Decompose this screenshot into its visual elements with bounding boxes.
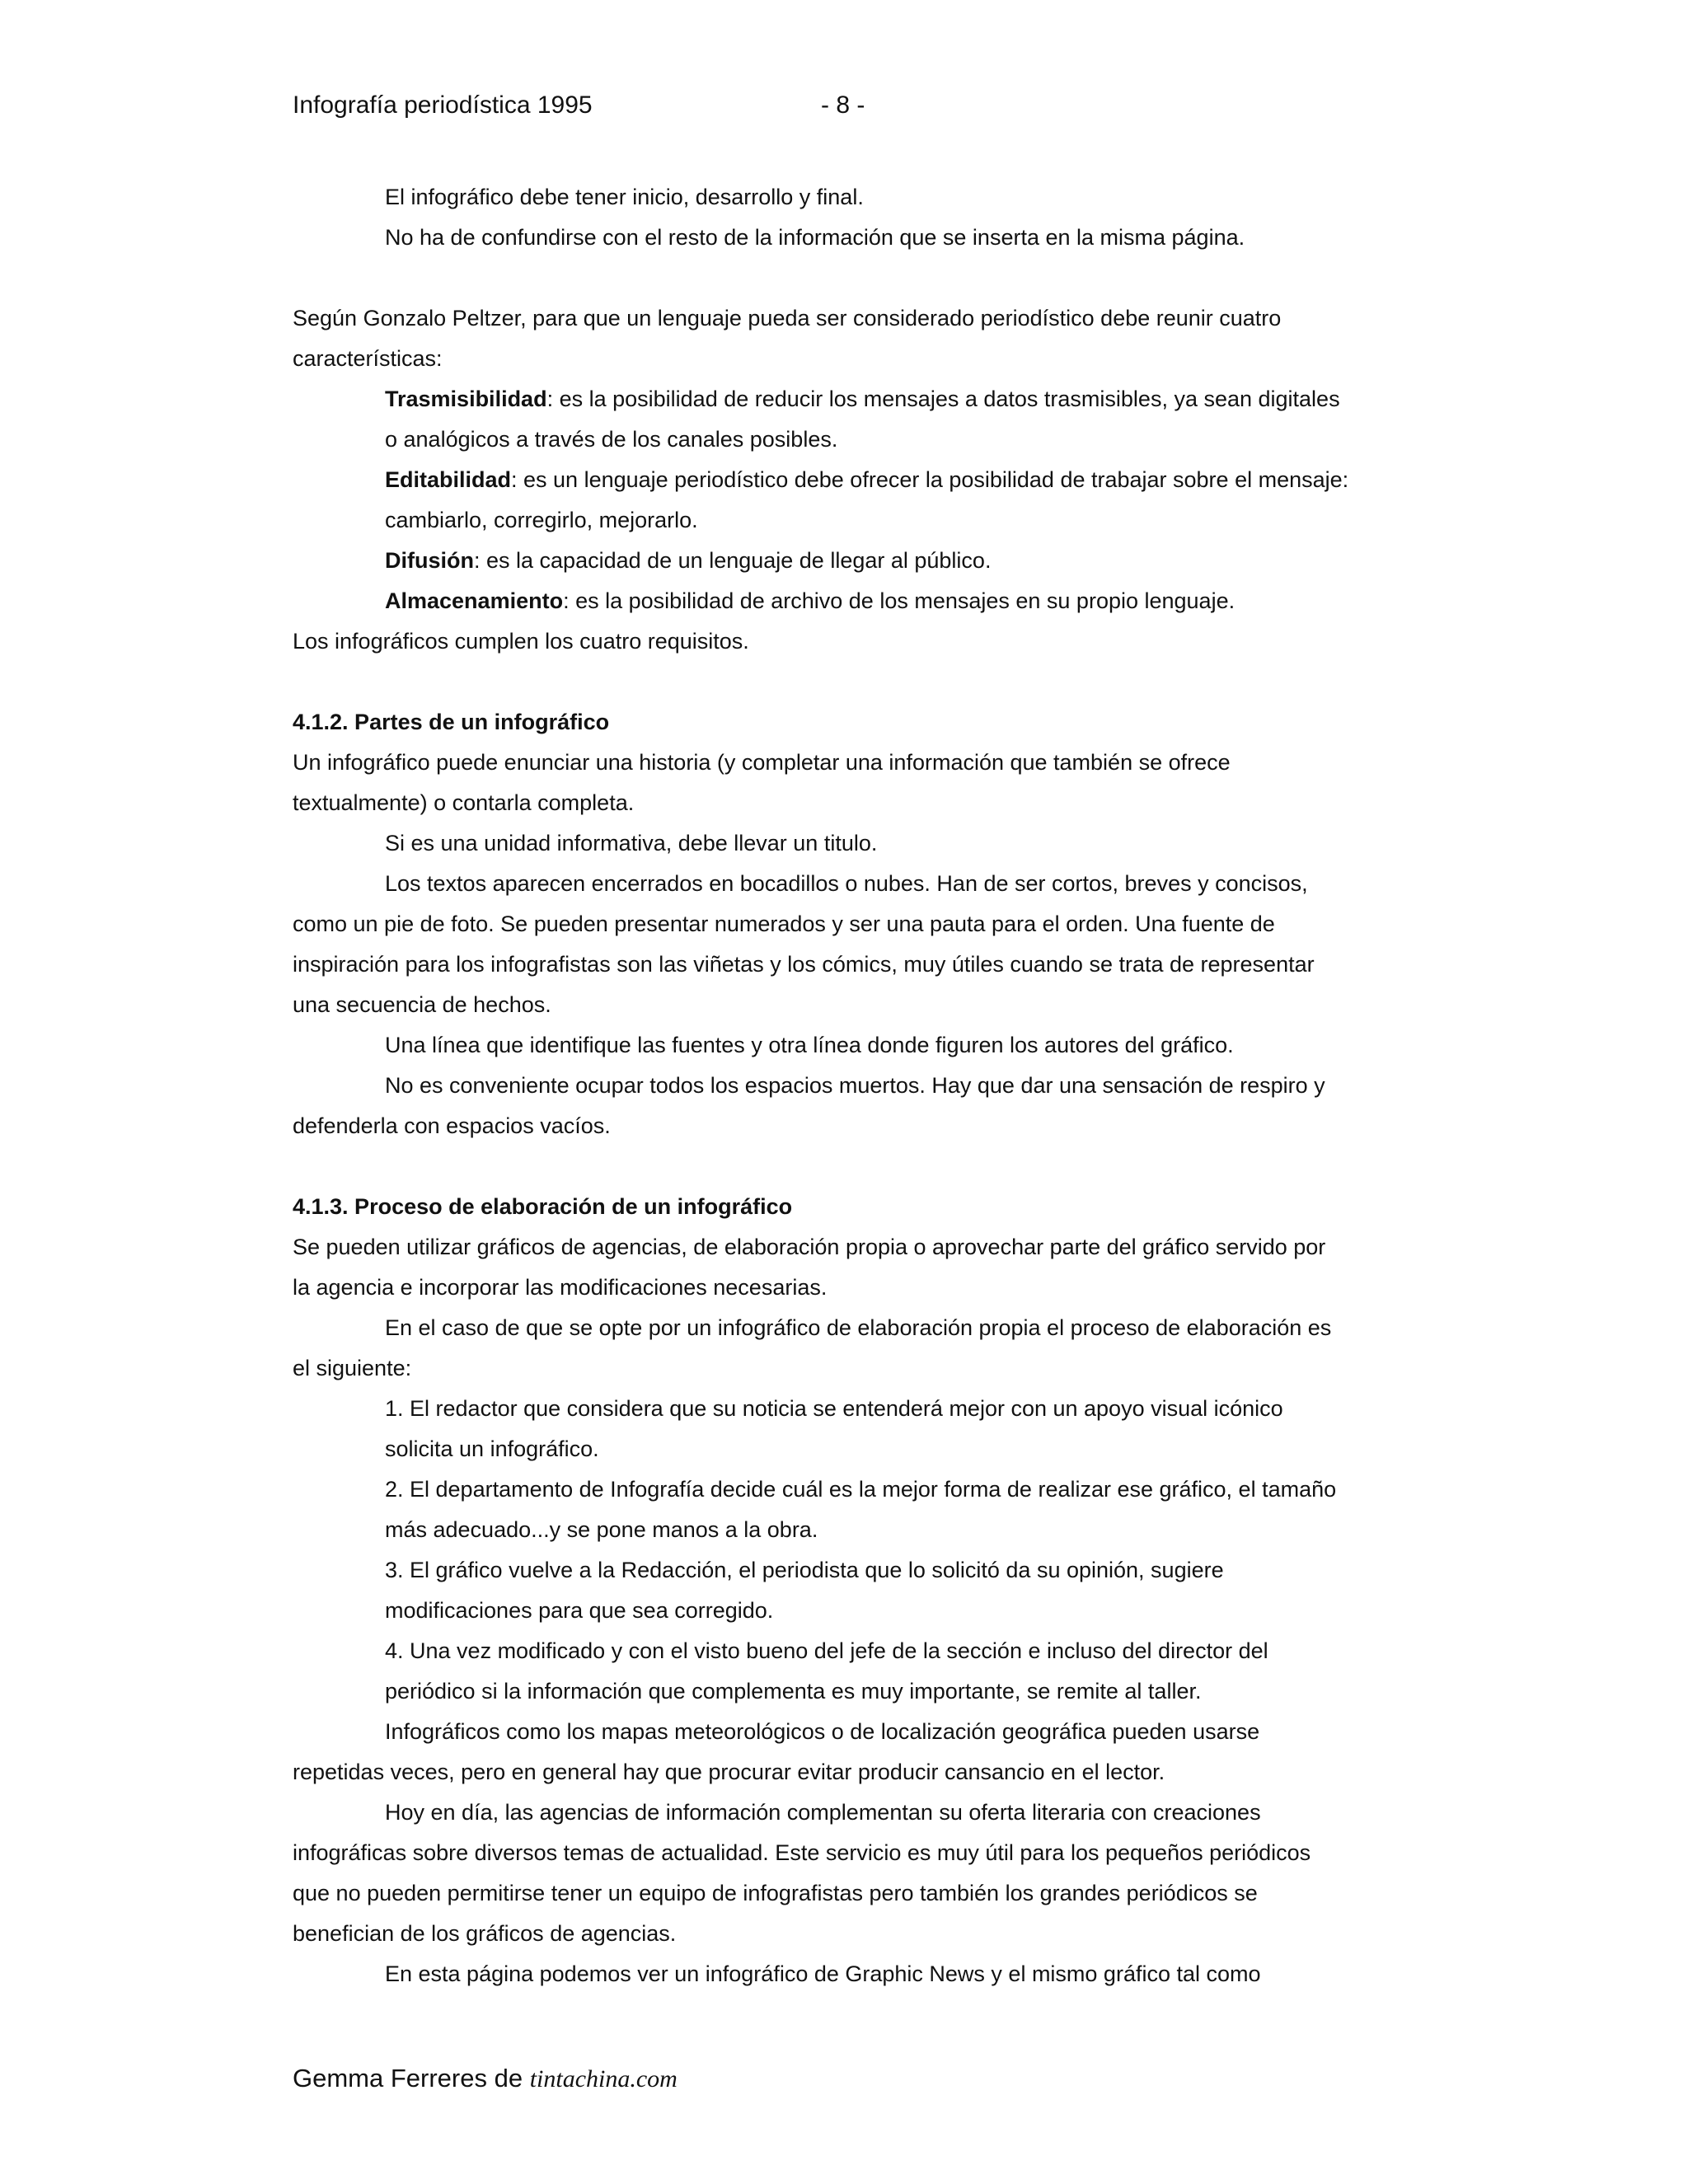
paragraph-line: Los infográficos cumplen los cuatro requisitos. bbox=[293, 629, 749, 654]
paragraph-line: como un pie de foto. Se pueden presentar numerados y ser una pauta para el orden. Una fuente de bbox=[293, 912, 1275, 936]
term-label: Trasmisibilidad bbox=[385, 387, 547, 411]
footer-author: Gemma Ferreres de bbox=[293, 2064, 530, 2093]
paragraph-line: En el caso de que se opte por un infográfico de elaboración propia el proceso de elaboración es bbox=[385, 1315, 1332, 1340]
term-label: Editabilidad bbox=[385, 467, 512, 492]
term-definition: : es un lenguaje periodístico debe ofrecer la posibilidad de trabajar sobre el mensaje: bbox=[511, 467, 1349, 492]
term-label: Difusión bbox=[385, 548, 474, 573]
document-body bbox=[293, 177, 1414, 1994]
paragraph-line: o analógicos a través de los canales posibles. bbox=[385, 427, 838, 452]
running-header-title: Infografía periodística 1995 bbox=[293, 91, 593, 119]
paragraph-line: benefician de los gráficos de agencias. bbox=[293, 1921, 677, 1946]
paragraph-line: Una línea que identifique las fuentes y otra línea donde figuren los autores del gráfico. bbox=[385, 1033, 1234, 1057]
term-definition: : es la posibilidad de archivo de los mensajes en su propio lenguaje. bbox=[563, 588, 1236, 613]
spacer bbox=[293, 258, 1414, 298]
list-item-continuation: periódico si la información que complementa es muy importante, se remite al taller. bbox=[385, 1679, 1202, 1704]
paragraph-line: El infográfico debe tener inicio, desarrollo y final. bbox=[385, 185, 864, 209]
paragraph-line: inspiración para los infografistas son las viñetas y los cómics, muy útiles cuando se trata de representar bbox=[293, 952, 1315, 977]
page-footer bbox=[293, 2062, 678, 2096]
section-heading-proceso: 4.1.3. Proceso de elaboración de un infográfico bbox=[293, 1194, 793, 1219]
definition-difusion bbox=[293, 541, 1414, 581]
paragraph-line: Según Gonzalo Peltzer, para que un lenguaje pueda ser considerado periodístico debe reunir cuatro bbox=[293, 306, 1282, 330]
paragraph-line: el siguiente: bbox=[293, 1356, 412, 1380]
paragraph-line: textualmente) o contarla completa. bbox=[293, 790, 635, 815]
list-item: 1. El redactor que considera que su noticia se entenderá mejor con un apoyo visual icónico bbox=[385, 1396, 1283, 1421]
paragraph-line: Infográficos como los mapas meteorológicos o de localización geográfica pueden usarse bbox=[385, 1719, 1260, 1744]
paragraph-line: Un infográfico puede enunciar una historia (y completar una información que también se ofrece bbox=[293, 750, 1231, 775]
paragraph-line: una secuencia de hechos. bbox=[293, 992, 551, 1017]
footer-site-link: tintachina.com bbox=[529, 2065, 678, 2093]
paragraph-line: cambiarlo, corregirlo, mejorarlo. bbox=[385, 508, 698, 532]
paragraph-line: defenderla con espacios vacíos. bbox=[293, 1113, 611, 1138]
term-label: Almacenamiento bbox=[385, 588, 564, 613]
paragraph-line: Los textos aparecen encerrados en bocadillos o nubes. Han de ser cortos, breves y concisos, bbox=[385, 871, 1308, 896]
paragraph-line: infográficas sobre diversos temas de actualidad. Este servicio es muy útil para los pequeños periódicos bbox=[293, 1840, 1311, 1865]
paragraph-line: No es conveniente ocupar todos los espacios muertos. Hay que dar una sensación de respiro y bbox=[385, 1073, 1325, 1098]
definition-almacenamiento bbox=[293, 581, 1414, 621]
term-definition: : es la capacidad de un lenguaje de llegar al público. bbox=[474, 548, 992, 573]
definition-trasmisibilidad bbox=[293, 379, 1414, 419]
page-number: - 8 - bbox=[821, 91, 865, 119]
paragraph-line: la agencia e incorporar las modificaciones necesarias. bbox=[293, 1275, 828, 1300]
paragraph-line: Se pueden utilizar gráficos de agencias, de elaboración propia o aprovechar parte del gráfico servido por bbox=[293, 1235, 1326, 1259]
list-item: 3. El gráfico vuelve a la Redacción, el periodista que lo solicitó da su opinión, sugiere bbox=[385, 1558, 1224, 1582]
paragraph-line: No ha de confundirse con el resto de la información que se inserta en la misma página. bbox=[385, 225, 1245, 250]
spacer bbox=[293, 1146, 1414, 1187]
term-definition: : es la posibilidad de reducir los mensajes a datos trasmisibles, ya sean digitales bbox=[546, 387, 1340, 411]
list-item-continuation: más adecuado...y se pone manos a la obra. bbox=[385, 1517, 818, 1542]
paragraph-line: Hoy en día, las agencias de información complementan su oferta literaria con creaciones bbox=[385, 1800, 1261, 1825]
paragraph-line: En esta página podemos ver un infográfico de Graphic News y el mismo gráfico tal como bbox=[385, 1961, 1261, 1986]
paragraph-line: repetidas veces, pero en general hay que procurar evitar producir cansancio en el lector. bbox=[293, 1760, 1165, 1784]
list-item-continuation: modificaciones para que sea corregido. bbox=[385, 1598, 774, 1623]
paragraph-line: que no pueden permitirse tener un equipo de infografistas pero también los grandes periódicos se bbox=[293, 1881, 1258, 1905]
paragraph-line: Si es una unidad informativa, debe llevar un titulo. bbox=[385, 831, 878, 855]
section-heading-partes: 4.1.2. Partes de un infográfico bbox=[293, 710, 610, 734]
list-item-continuation: solicita un infográfico. bbox=[385, 1436, 599, 1461]
spacer bbox=[293, 662, 1414, 702]
paragraph-line: características: bbox=[293, 346, 443, 371]
definition-editabilidad bbox=[293, 460, 1414, 500]
list-item: 2. El departamento de Infografía decide cuál es la mejor forma de realizar ese gráfico, el tamaño bbox=[385, 1477, 1337, 1502]
list-item: 4. Una vez modificado y con el visto bueno del jefe de la sección e incluso del director del bbox=[385, 1638, 1268, 1663]
